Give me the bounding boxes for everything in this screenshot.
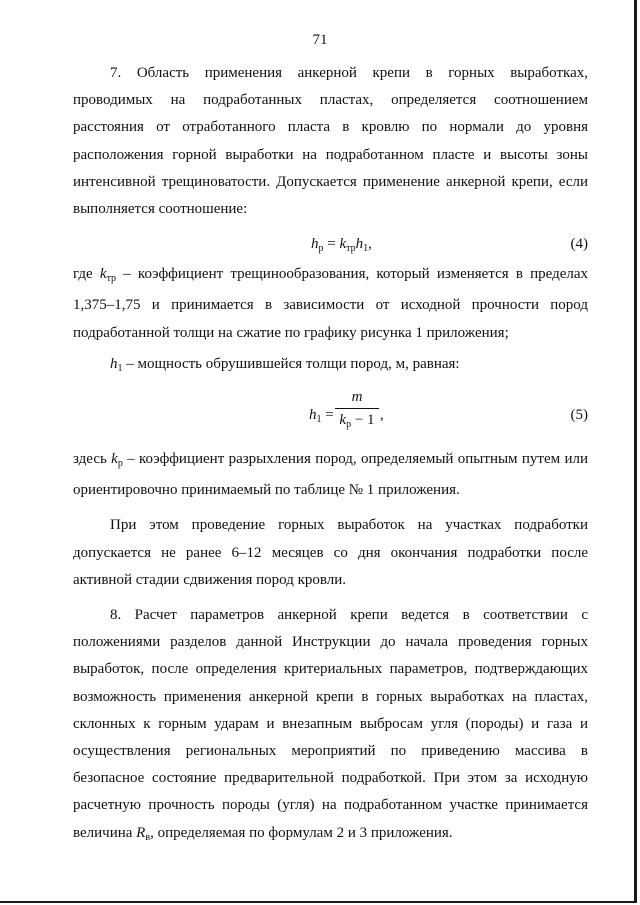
paragraph-7: 7. Область применения анкерной крепи в горных выработках, проводимых на подработанных пластах, определяется соотношением расстояния от отработанного пласта в кровлю по нормали до уровня расположения горной выработки на подработанном пласте и высоты зоны интенсивной трещиноватости. Допускается применение анкерной крепи, если выполняется соотношение: — [73, 65, 588, 218]
page-number: 71 — [312, 32, 328, 48]
paragraph-works: При этом проведение горных выработок на участках подработки допускается не ранее 6–12 месяцев со дня окончания подработки после активной стадии сдвижения пород кровли. — [73, 517, 588, 588]
fraction-numerator: m — [335, 386, 379, 409]
formula-4-number: (4) — [570, 236, 588, 253]
formula-5: $h_1$ = m $k_р - 1$ , (5) — [73, 390, 588, 446]
fraction-denominator: $k_р - 1$ — [339, 412, 375, 431]
formula-4 — [73, 231, 588, 261]
formula-5-number: (5) — [570, 407, 588, 424]
formula-5-fraction — [335, 386, 379, 436]
document-body — [73, 60, 588, 851]
paragraph-where-ktr: где $k_{тр}$ – коэффициент трещинообразования, который изменяется в пределах 1,375–1,75 и принимается в зависимости от исходной прочности пород подработанной толщи на сжатие по графику рисунка 1 приложения; — [73, 266, 589, 341]
paragraph-here-kr: здесь $k_р$ – коэффициент разрыхления пород, определяемый опытным путем или ориентировочно принимаемый по таблице № 1 приложения. — [73, 451, 588, 499]
formula-4-expression: $h_р = k_{тр}h_1$, — [311, 236, 372, 255]
paragraph-h1: $h_1$ – мощность обрушившейся толщи пород, м, равная: — [110, 355, 460, 374]
paragraph-8: 8. Расчет параметров анкерной крепи ведется в соответствии с положениями разделов данной Инструкции до начала проведения горных выработок, после определения критериальных параметров, подтверждающих возможность применения анкерной крепи в горных выработках на пластах, склонных к горным ударам и внезапным выбросам угля (породы) и газа и осуществления региональных мероприятий по приведению массива в безопасное состояние предварительной подработкой. При этом за исходную расчетную прочность породы (угля) на подработанном участке принимается величина $R_в$, определяемая по формулам 2 и 3 приложения. — [73, 607, 588, 843]
formula-5-lhs: $h_1$ = — [309, 407, 334, 426]
